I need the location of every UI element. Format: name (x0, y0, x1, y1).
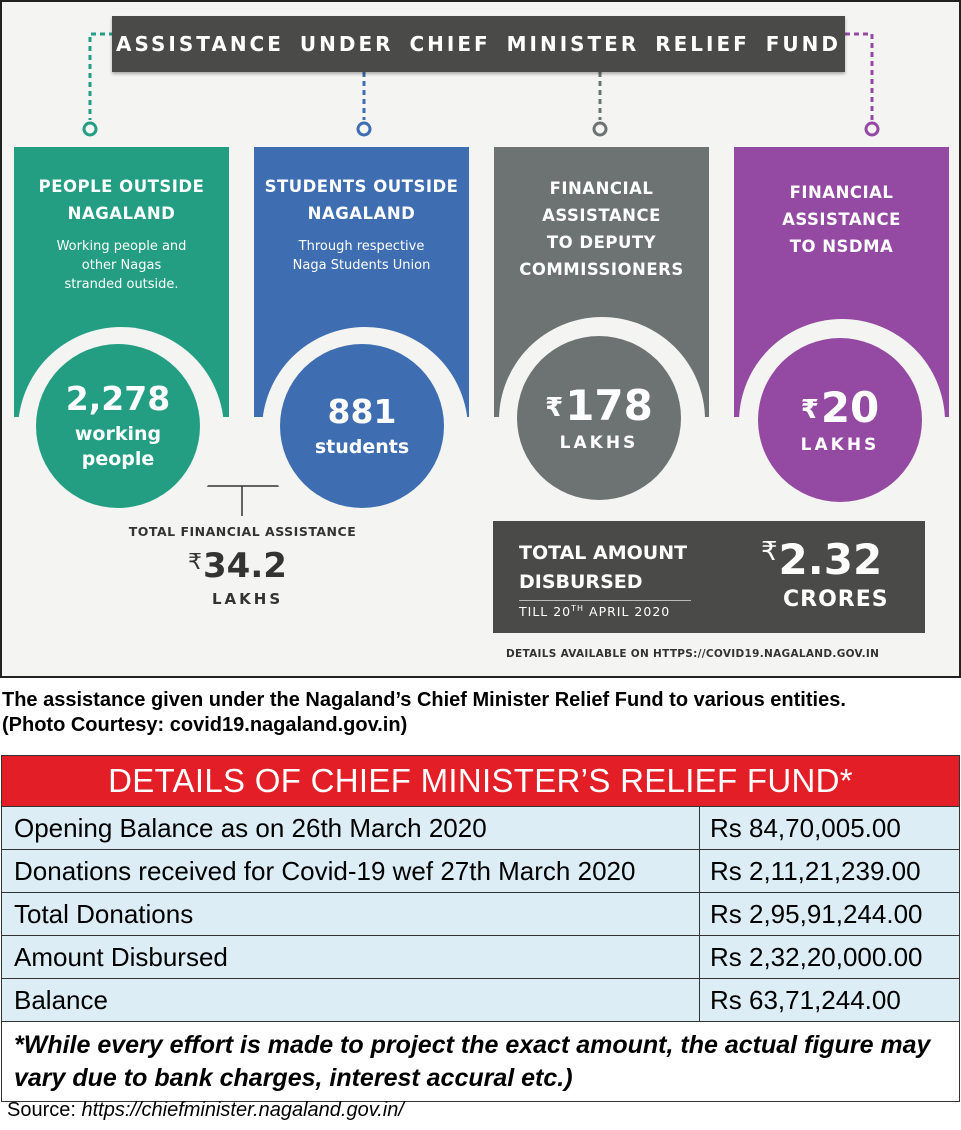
table-title: DETAILS OF CHIEF MINISTER’S RELIEF FUND* (2, 756, 959, 807)
table-row (2, 936, 959, 979)
panel-subtext: Naga Students Union (292, 258, 431, 273)
panel-subtext: other Nagas (81, 258, 162, 273)
rupee-symbol: ₹ (800, 395, 819, 425)
circle-unit: people (81, 448, 155, 470)
row-label: Balance (2, 979, 700, 1021)
panel-heading: NAGALAND (307, 204, 416, 223)
relief-fund-table (1, 755, 960, 1102)
till-ordinal: TH (571, 604, 585, 613)
circle-unit: students (314, 435, 410, 458)
panel-subtext: Working people and (56, 239, 187, 254)
source-url[interactable]: https://chiefminister.nagaland.gov.in/ (81, 1099, 404, 1121)
total-financial-assistance-unit: LAKHS (212, 590, 284, 608)
students-circle (280, 344, 444, 508)
panel-heading: ASSISTANCE (542, 206, 661, 225)
working-people-count: 2,278 (65, 379, 171, 418)
row-amount: Rs 2,32,20,000.00 (710, 941, 923, 972)
total-disbursed-unit: CRORES (783, 587, 889, 612)
total-disbursed-amount (761, 535, 882, 584)
panel-heading: TO NSDMA (789, 237, 894, 256)
circle-unit: working (74, 423, 162, 445)
disbursed-label-line: DISBURSED (519, 571, 643, 593)
dc-amount: 178 (565, 381, 653, 430)
row-label: Donations received for Covid-19 wef 27th March 2020 (2, 850, 700, 892)
row-amount: Rs 2,95,91,244.00 (710, 898, 923, 929)
panel-heading: NAGALAND (67, 204, 176, 223)
rupee-symbol: ₹ (545, 393, 564, 423)
panel-heading: COMMISSIONERS (519, 260, 684, 279)
photo-caption (2, 688, 960, 738)
students-count: 881 (327, 391, 397, 431)
nsdma-amount: 20 (820, 383, 880, 432)
circle-unit: LAKHS (559, 433, 639, 453)
caption-line: The assistance given under the Nagaland’s Chief Minister Relief Fund to various entities. (2, 689, 846, 711)
total-disbursed-label (519, 539, 687, 597)
table-row (2, 807, 959, 850)
disbursed-value: 2.32 (778, 535, 883, 584)
caption-credit: (Photo Courtesy: covid19.nagaland.gov.in) (2, 714, 408, 736)
table-row (2, 893, 959, 936)
panel-subtext: Through respective (298, 239, 425, 254)
panel-heading: STUDENTS OUTSIDE (264, 177, 459, 196)
source-line (7, 1099, 404, 1122)
details-link-note: DETAILS AVAILABLE ON HTTPS://COVID19.NAGALAND.GOV.IN (506, 648, 880, 660)
row-label: Total Donations (2, 893, 700, 935)
total-disbursed-box (493, 521, 925, 633)
divider (519, 600, 691, 601)
table-disclaimer: *While every effort is made to project the exact amount, the actual figure may vary due to bank charges, interest accural etc.) (2, 1022, 959, 1101)
panel-heading: FINANCIAL (789, 183, 894, 202)
total-financial-assistance-amount (188, 546, 287, 586)
rupee-symbol: ₹ (188, 550, 202, 575)
panel-heading: FINANCIAL (549, 179, 654, 198)
row-amount: Rs 63,71,244.00 (710, 984, 901, 1015)
panel-heading: ASSISTANCE (782, 210, 901, 229)
deputy-commissioners-circle (517, 336, 681, 500)
till-text: TILL 20 (519, 604, 572, 620)
working-people-circle (36, 344, 200, 508)
total-fa-value: 34.2 (203, 546, 287, 586)
total-financial-assistance-label: TOTAL FINANCIAL ASSISTANCE (128, 524, 357, 539)
source-label: Source: (7, 1099, 82, 1121)
row-label: Opening Balance as on 26th March 2020 (2, 807, 700, 849)
row-label: Amount Disbursed (2, 936, 700, 978)
disbursed-label-line: TOTAL AMOUNT (519, 542, 688, 564)
till-text: APRIL 2020 (584, 604, 671, 620)
row-amount: Rs 84,70,005.00 (710, 812, 901, 843)
table-row (2, 850, 959, 893)
row-amount: Rs 2,11,21,239.00 (710, 855, 921, 886)
rupee-symbol: ₹ (761, 537, 778, 567)
nsdma-circle (758, 338, 922, 502)
panel-heading: TO DEPUTY (546, 233, 657, 252)
circle-unit: LAKHS (800, 435, 880, 455)
panel-subtext: stranded outside. (64, 277, 179, 292)
table-row (2, 979, 959, 1022)
panel-heading: PEOPLE OUTSIDE (38, 177, 205, 196)
infographic-title: ASSISTANCE UNDER CHIEF MINISTER RELIEF FUND (112, 16, 845, 72)
disbursed-date (519, 604, 670, 619)
